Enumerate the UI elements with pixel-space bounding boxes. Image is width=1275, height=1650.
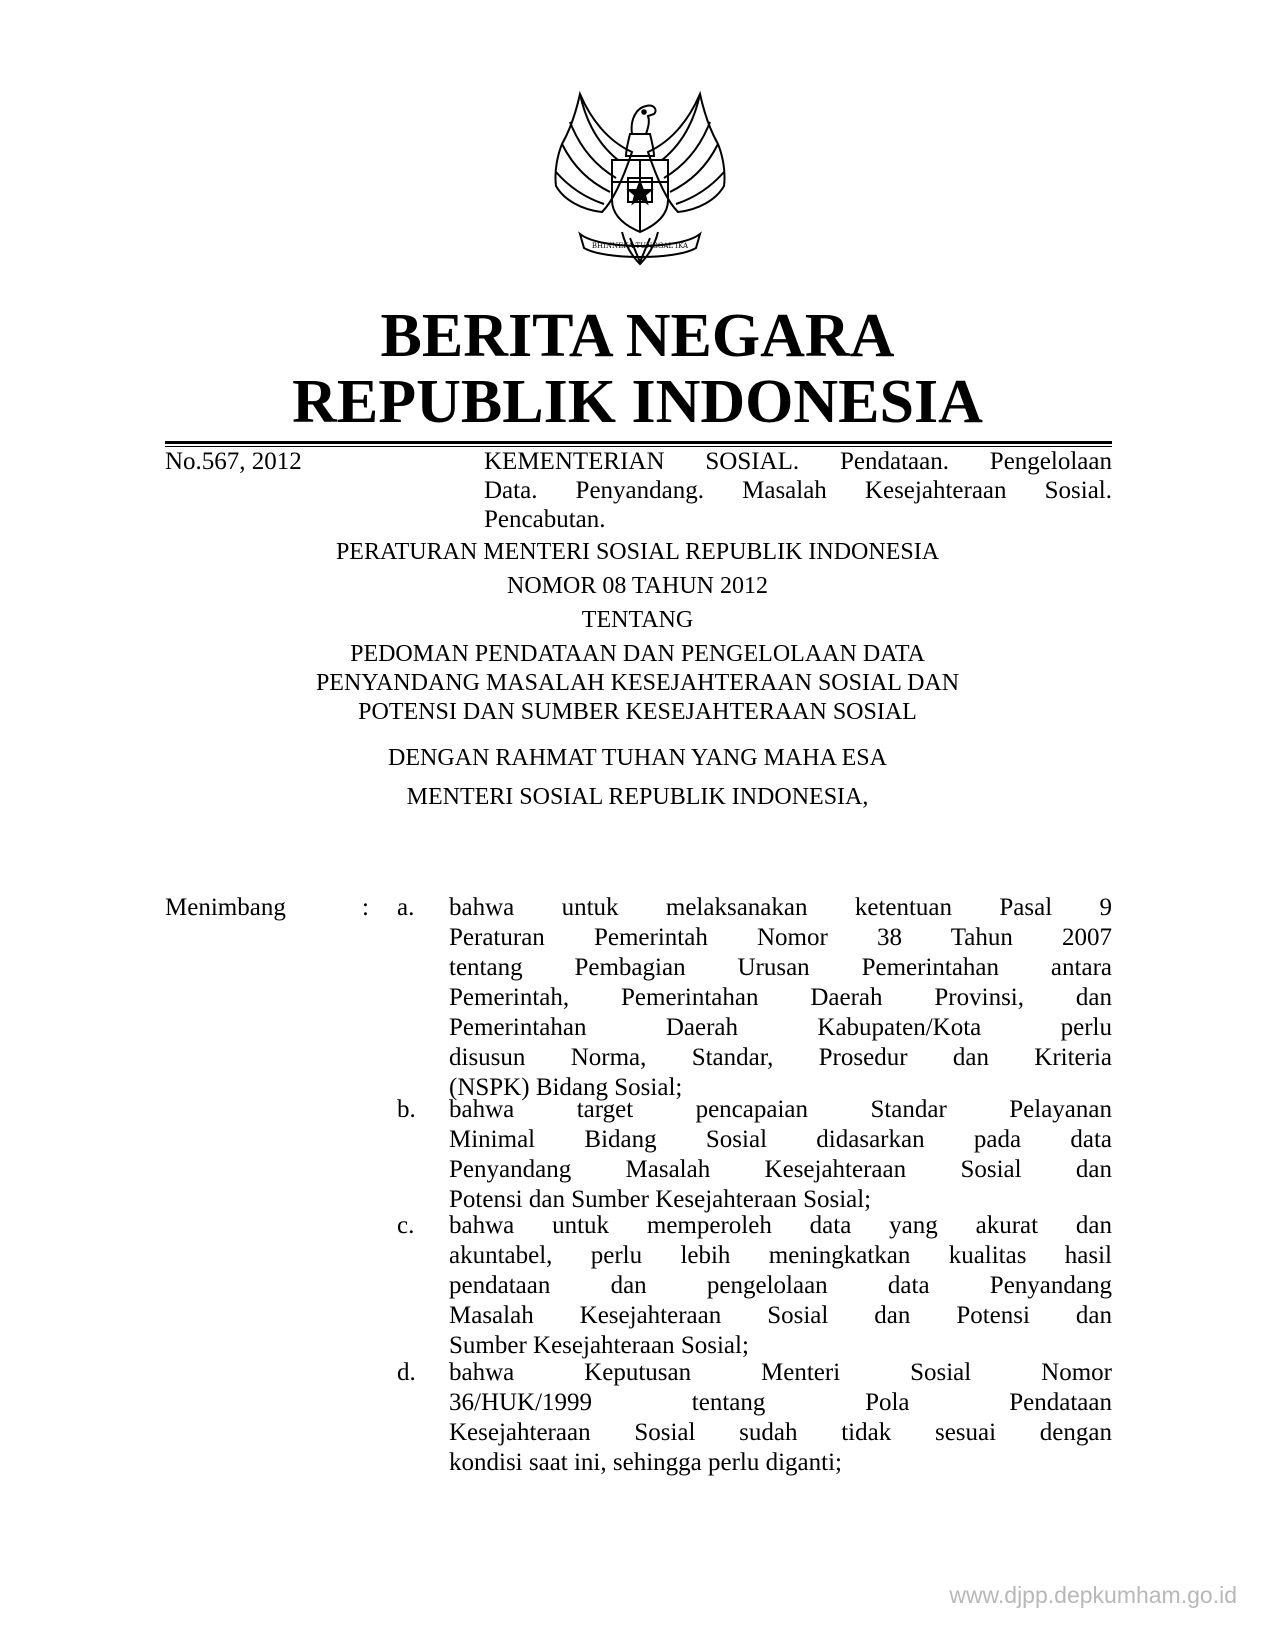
regulation-blessing: DENGAN RAHMAT TUHAN YANG MAHA ESA xyxy=(388,745,887,771)
gazette-subject xyxy=(484,447,1112,534)
point-line: kondisi saat ini, sehingga perlu diganti; xyxy=(449,1449,842,1476)
point-line: Potensi dan Sumber Kesejahteraan Sosial; xyxy=(449,1186,872,1213)
point-line: Minimal Bidang Sosial didasarkan pada data xyxy=(449,1126,1112,1153)
point-line: Masalah Kesejahteraan Sosial dan Potensi dan xyxy=(449,1302,1112,1329)
point-text-b xyxy=(449,1095,1112,1215)
regulation-header: PERATURAN MENTERI SOSIAL REPUBLIK INDONESIA xyxy=(335,539,940,565)
gazette-subject-line: KEMENTERIAN SOSIAL. Pendataan. Pengelolaan xyxy=(484,448,1112,475)
point-line: bahwa untuk melaksanakan ketentuan Pasal 9 xyxy=(449,894,1112,921)
point-line: Penyandang Masalah Kesejahteraan Sosial dan xyxy=(449,1156,1112,1183)
garuda-pancasila-emblem xyxy=(540,82,740,282)
masthead-title: BERITA NEGARA xyxy=(380,302,895,370)
point-line: bahwa Keputusan Menteri Sosial Nomor xyxy=(449,1359,1112,1386)
point-line: 36/HUK/1999 tentang Pola Pendataan xyxy=(449,1389,1112,1416)
regulation-title-line: PENYANDANG MASALAH KESEJAHTERAAN SOSIAL DAN xyxy=(315,670,960,696)
considering-label: Menimbang xyxy=(165,894,286,921)
point-line: Peraturan Pemerintah Nomor 38 Tahun 2007 xyxy=(449,924,1112,951)
gazette-subject-line: Pencabutan. xyxy=(484,506,606,533)
point-line: pendataan dan pengelolaan data Penyandang xyxy=(449,1272,1112,1299)
point-line: Pemerintah, Pemerintahan Daerah Provinsi, dan xyxy=(449,984,1112,1011)
point-letter-d: d. xyxy=(397,1359,416,1386)
regulation-title-line: POTENSI DAN SUMBER KESEJAHTERAAN SOSIAL xyxy=(358,699,917,725)
regulation-authority: MENTERI SOSIAL REPUBLIK INDONESIA, xyxy=(406,784,869,810)
point-line: Kesejahteraan Sosial sudah tidak sesuai dengan xyxy=(449,1419,1112,1446)
point-letter-c: c. xyxy=(397,1212,415,1239)
gazette-subject-line: Data. Penyandang. Masalah Kesejahteraan Sosial. xyxy=(484,477,1112,504)
masthead-subtitle: REPUBLIK INDONESIA xyxy=(292,368,983,436)
point-letter-a: a. xyxy=(397,894,415,921)
point-line: Sumber Kesejahteraan Sosial; xyxy=(449,1332,749,1359)
regulation-about: TENTANG xyxy=(581,607,694,633)
point-line: (NSPK) Bidang Sosial; xyxy=(449,1074,683,1101)
regulation-title-line: PEDOMAN PENDATAAN DAN PENGELOLAAN DATA xyxy=(350,641,925,667)
masthead-rule-thick xyxy=(165,441,1112,444)
point-letter-b: b. xyxy=(397,1096,416,1123)
point-line: Pemerintahan Daerah Kabupaten/Kota perlu xyxy=(449,1014,1112,1041)
regulation-number: NOMOR 08 TAHUN 2012 xyxy=(507,573,768,599)
svg-text:BHINNEKA TUNGGAL IKA: BHINNEKA TUNGGAL IKA xyxy=(591,242,689,250)
point-text-d xyxy=(449,1358,1112,1478)
point-line: disusun Norma, Standar, Prosedur dan Kriteria xyxy=(449,1044,1112,1071)
point-text-c xyxy=(449,1211,1112,1361)
source-watermark: www.djpp.depkumham.go.id xyxy=(949,1582,1237,1608)
point-line: bahwa target pencapaian Standar Pelayanan xyxy=(449,1096,1112,1123)
point-line: tentang Pembagian Urusan Pemerintahan antara xyxy=(449,954,1112,981)
considering-colon: : xyxy=(362,894,369,921)
gazette-number: No.567, 2012 xyxy=(165,448,302,475)
point-line: bahwa untuk memperoleh data yang akurat dan xyxy=(449,1212,1112,1239)
point-line: akuntabel, perlu lebih meningkatkan kualitas hasil xyxy=(449,1242,1112,1269)
point-text-a xyxy=(449,893,1112,1103)
